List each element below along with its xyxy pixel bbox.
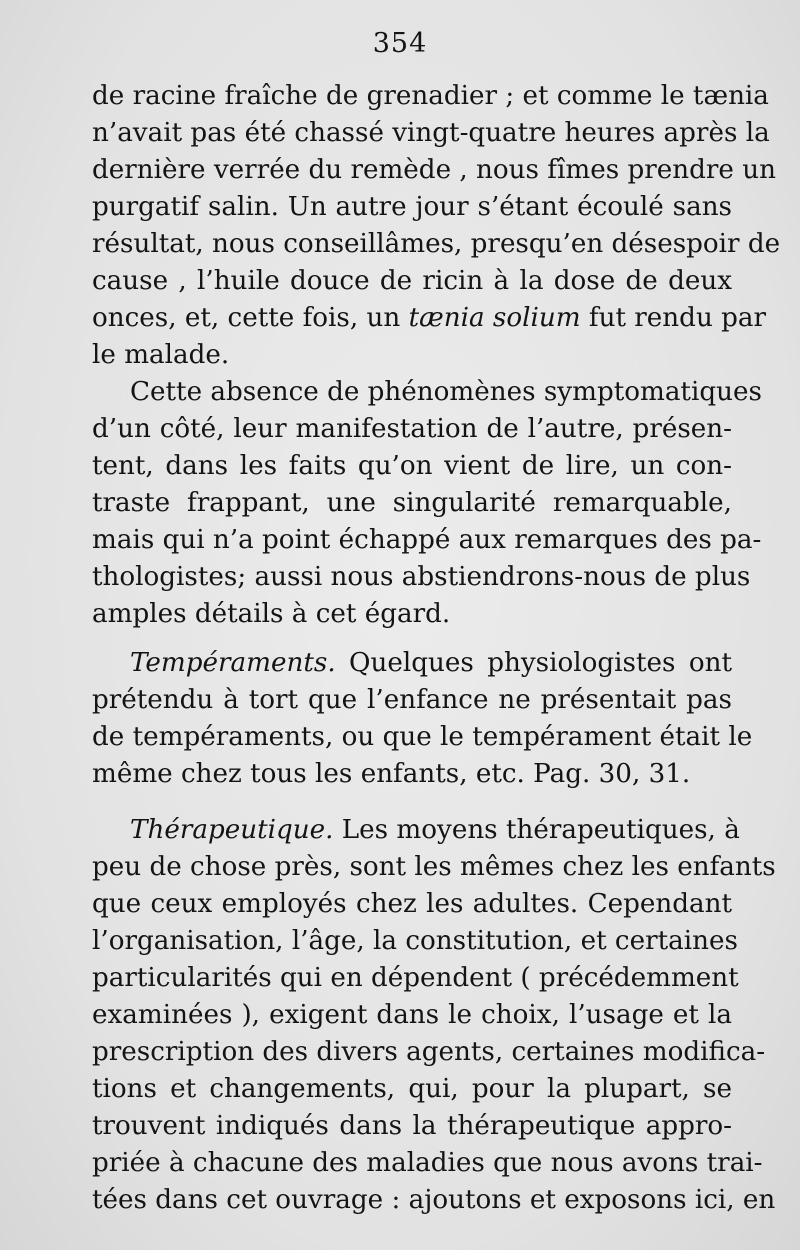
paragraph-symptoms <box>92 374 762 633</box>
page-number: 354 <box>372 28 428 59</box>
text-line: n’avait pas été chassé vingt-quatre heures après la <box>92 118 770 148</box>
text-line: peu de chose près, sont les mêmes chez les enfants <box>92 852 776 882</box>
text-line: Cette absence de phénomènes symptomatiques <box>130 377 762 407</box>
text-line: particularités qui en dépendent ( précédemment <box>92 963 739 993</box>
text-line: tent, dans les faits qu’on vient de lire, un con- <box>92 451 732 481</box>
italic-term: Thérapeutique. <box>130 815 334 845</box>
text-line: résultat, nous conseillâmes, presqu’en désespoir de <box>92 229 781 259</box>
text-line: tions et changements, qui, pour la plupart, se <box>92 1074 732 1104</box>
text-line: thologistes; aussi nous abstiendrons-nous de plus <box>92 562 751 592</box>
text-line: onces, et, cette fois, un tænia solium fut rendu par <box>92 303 767 333</box>
text-line: l’organisation, l’âge, la constitution, et certaines <box>92 926 738 956</box>
body-text <box>92 78 781 1219</box>
text-line: prescription des divers agents, certaines modifica- <box>92 1037 766 1067</box>
text-line: purgatif salin. Un autre jour s’étant écoulé sans <box>92 192 732 222</box>
text-line: priée à chacune des maladies que nous avons trai- <box>92 1148 763 1178</box>
paragraph-tenia <box>92 78 781 374</box>
italic-term: tænia solium <box>408 303 581 333</box>
paragraph-gap <box>92 793 732 812</box>
text-line: d’un côté, leur manifestation de l’autre, présen- <box>92 414 732 444</box>
text-line: cause , l’huile douce de ricin à la dose de deux <box>92 266 732 296</box>
text-line: Tempéraments. Quelques physiologistes ont <box>130 648 732 678</box>
text-line: de racine fraîche de grenadier ; et comme le tænia <box>92 81 769 111</box>
text-line: prétendu à tort que l’enfance ne présentait pas <box>92 685 732 715</box>
text-line: examinées ), exigent dans le choix, l’usage et la <box>92 1000 732 1030</box>
italic-term: Tempéraments. <box>130 648 336 678</box>
text-line: Thérapeutique. Les moyens thérapeutiques, à <box>130 815 740 845</box>
paragraph-therapeutique <box>92 812 776 1219</box>
text-line: amples détails à cet égard. <box>92 599 451 629</box>
text-line: mais qui n’a point échappé aux remarques des pa- <box>92 525 762 555</box>
text-line: tées dans cet ouvrage : ajoutons et exposons ici, en <box>92 1185 776 1215</box>
text-line: dernière verrée du remède , nous fîmes prendre un <box>92 155 776 185</box>
text-line: trouvent indiqués dans la thérapeutique appro- <box>92 1111 732 1141</box>
paragraph-gap <box>92 633 732 645</box>
text-line: de tempéraments, ou que le tempérament était le <box>92 722 753 752</box>
text-line: traste frappant, une singularité remarquable, <box>92 488 732 518</box>
text-line: que ceux employés chez les adultes. Cependant <box>92 889 732 919</box>
text-line: le malade. <box>92 340 230 370</box>
text-line: même chez tous les enfants, etc. Pag. 30, 31. <box>92 759 691 789</box>
paragraph-temperaments <box>92 645 753 793</box>
